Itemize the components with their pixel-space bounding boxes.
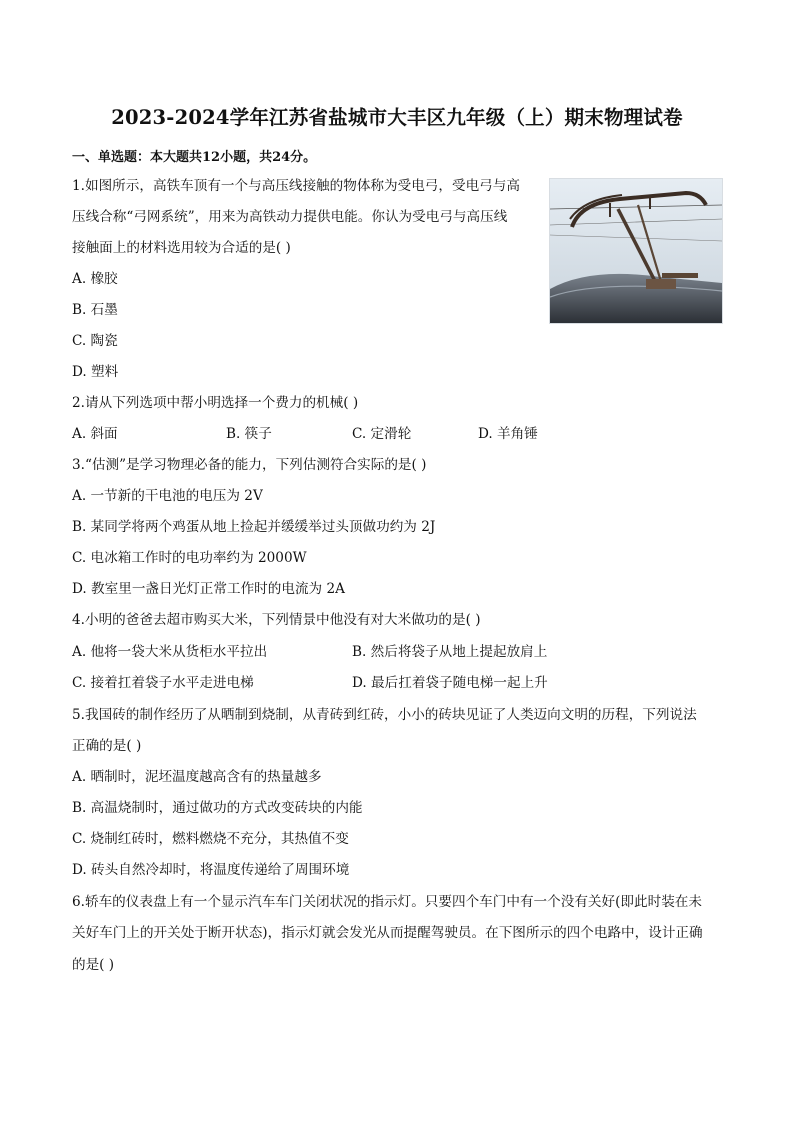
q2-option-b: B. 筷子 (226, 426, 272, 442)
q1-line-1: 1.如图所示，高铁车顶有一个与高压线接触的物体称为受电弓，受电弓与高 (72, 178, 520, 194)
q1-option-b: B. 石墨 (72, 302, 118, 318)
q4-option-a: A. 他将一袋大米从货柜水平拉出 (72, 644, 268, 660)
pantograph-photo (549, 178, 723, 324)
q6-line-1: 6.轿车的仪表盘上有一个显示汽车车门关闭状况的指示灯。只要四个车门中有一个没有关好(即此时装在未 (72, 894, 702, 910)
q6-line-2: 关好车门上的开关处于断开状态)，指示灯就会发光从而提醒驾驶员。在下图所示的四个电路中，设计正确 (72, 925, 703, 941)
q1-option-d: D. 塑料 (72, 364, 119, 380)
q5-option-d: D. 砖头自然冷却时，将温度传递给了周围环境 (72, 862, 350, 878)
q4-option-d: D. 最后扛着袋子随电梯一起上升 (352, 675, 548, 691)
pantograph-illustration (550, 179, 722, 323)
section-header: 一、单选题：本大题共12小题，共24分。 (72, 150, 317, 165)
q3-option-c: C. 电冰箱工作时的电功率约为 2000W (72, 550, 307, 566)
q5-option-a: A. 晒制时，泥坯温度越高含有的热量越多 (72, 769, 322, 785)
q4-option-c: C. 接着扛着袋子水平走进电梯 (72, 675, 254, 691)
q3-option-b: B. 某同学将两个鸡蛋从地上捡起并缓缓举过头顶做功约为 2J (72, 519, 436, 535)
q2-stem: 2.请从下列选项中帮小明选择一个费力的机械( ) (72, 395, 359, 411)
q1-option-a: A. 橡胶 (72, 271, 118, 287)
q3-stem: 3.“估测”是学习物理必备的能力，下列估测符合实际的是( ) (72, 457, 427, 473)
q6-line-3: 的是( ) (72, 957, 115, 973)
q5-option-c: C. 烧制红砖时，燃料燃烧不充分，其热值不变 (72, 831, 349, 847)
exam-title: 2023-2024学年江苏省盐城市大丰区九年级（上）期末物理试卷 (111, 106, 683, 129)
q4-stem: 4.小明的爸爸去超市购买大米，下列情景中他没有对大米做功的是( ) (72, 612, 481, 628)
q1-line-2: 压线合称“弓网系统”，用来为高铁动力提供电能。你认为受电弓与高压线 (72, 209, 508, 225)
q1-option-c: C. 陶瓷 (72, 333, 118, 349)
q2-option-c: C. 定滑轮 (352, 426, 412, 442)
q1-line-3: 接触面上的材料选用较为合适的是( ) (72, 240, 291, 256)
q3-option-d: D. 教室里一盏日光灯正常工作时的电流为 2A (72, 581, 345, 597)
q2-option-d: D. 羊角锤 (478, 426, 538, 442)
q5-line-1: 5.我国砖的制作经历了从晒制到烧制，从青砖到红砖，小小的砖块见证了人类迈向文明的历程，下列说法 (72, 707, 697, 723)
q5-line-2: 正确的是( ) (72, 738, 142, 754)
q5-option-b: B. 高温烧制时，通过做功的方式改变砖块的内能 (72, 800, 363, 816)
q2-option-a: A. 斜面 (72, 426, 118, 442)
q3-option-a: A. 一节新的干电池的电压为 2V (72, 488, 263, 504)
q4-option-b: B. 然后将袋子从地上提起放肩上 (352, 644, 548, 660)
